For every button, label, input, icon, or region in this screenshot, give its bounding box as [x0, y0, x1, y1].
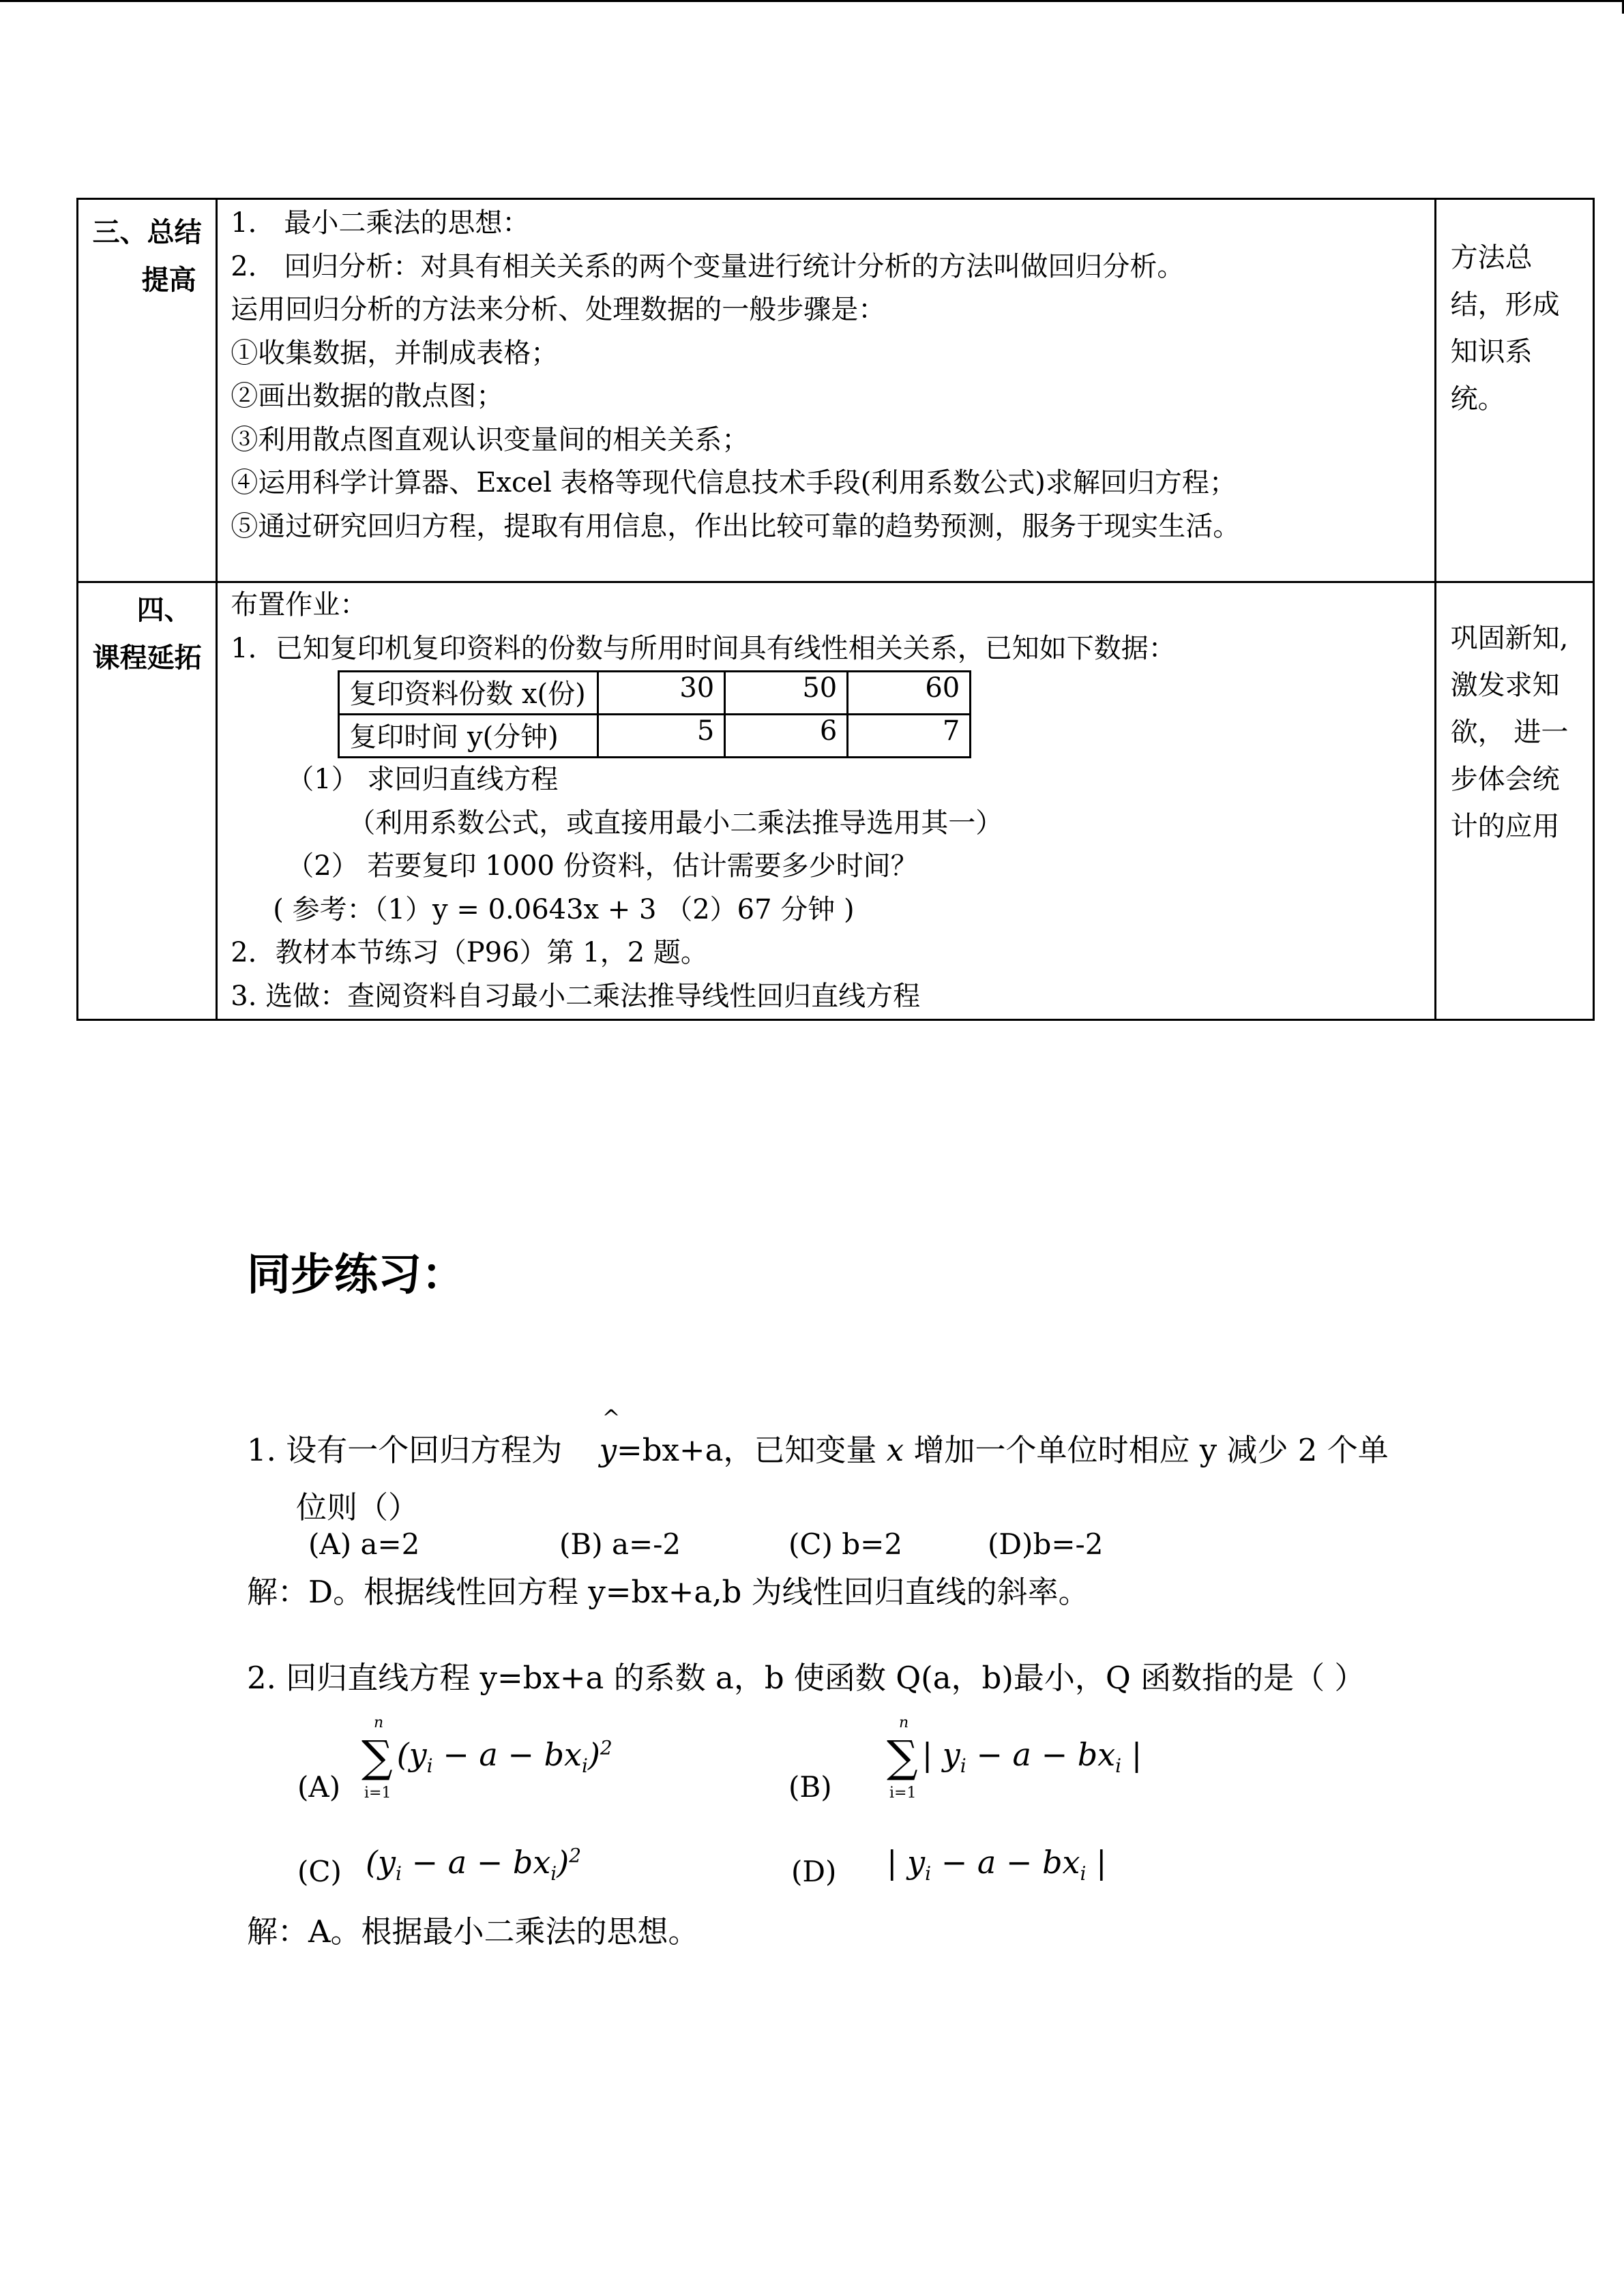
q2-answer: 解：A。根据最小二乘法的思想。 — [247, 1913, 699, 1950]
q2-formula-c: $(y_i - a - bx_i)^2$ — [366, 1844, 582, 1885]
table-cell: 7 — [848, 715, 971, 758]
summary-line: ②画出数据的散点图； — [231, 381, 504, 412]
q2-label-a: (A) — [297, 1770, 341, 1804]
summary-line: ①收集数据，并制成表格； — [231, 337, 559, 369]
question-1-cont: 位则（） — [296, 1489, 419, 1525]
extension-side-cell: 巩固新知, 激发求知 欲， 进一 步体会统 计的应用 — [1435, 582, 1593, 1020]
summary-line: ④运用科学计算器、Excel 表格等现代信息技术手段(利用系数公式)求解回归方程； — [231, 467, 1237, 498]
table-cell: 50 — [725, 672, 848, 715]
q1-option-a: (A) a=2 — [308, 1527, 420, 1561]
q2-label-c: (C) — [297, 1855, 342, 1888]
table-cell: 复印时间 y(分钟) — [339, 715, 598, 758]
copy-data-table — [338, 670, 971, 758]
q2-label-b: (B) — [788, 1770, 832, 1804]
summary-label: 三、总结 提高 — [92, 217, 202, 296]
summary-line: 运用回归分析的方法来分析、处理数据的一般步骤是： — [231, 294, 886, 325]
question-2: 2. 回归直线方程 y=bx+a 的系数 a，b 使函数 Q(a，b)最小，Q 函数指的是（ ） — [247, 1660, 1365, 1696]
q1-option-b: (B) a=-2 — [559, 1527, 681, 1561]
table-row — [339, 715, 971, 758]
extension-content-cell: 布置作业： 1．已知复印机复印资料的份数与所用时间具有线性相关关系，已知如下数据： 复印资料份数 x(份) 30 50 60 复印时间 y(分钟) 5 6 7 （1） 求回归直线方程 （利用系数公式，或直接用最小二乘法推导选用其一） （2） 若要复印 1000 份资料，估计需要多少时间？ ( 参考：（1）y = 0.0643x + 3 （2）67 分钟 ) 2．教材本节练习（P96）第 1，2 题。 3. 选做：查阅资料自习最小二乘法推导线性回归直线方程 — [217, 582, 1435, 1020]
summary-side-cell: 方法总 结，形成 知识系 统。 — [1435, 199, 1593, 582]
table-cell: 复印资料份数 x(份) — [339, 672, 598, 715]
summary-label-cell — [78, 199, 217, 582]
summary-line: 1． 最小二乘法的思想： — [231, 207, 530, 239]
summary-content-cell — [217, 199, 1435, 582]
table-row — [339, 672, 971, 715]
lesson-table — [76, 198, 1595, 1021]
extension-row — [78, 582, 1594, 1020]
table-cell: 5 — [598, 715, 725, 758]
q1-option-d: (D)b=-2 — [988, 1527, 1104, 1561]
q2-formula-b: ∑ n i=1 | $y_i - a - bx_i$ | — [887, 1714, 1142, 1802]
table-cell: 60 — [848, 672, 971, 715]
section-title: 同步练习： — [247, 1250, 465, 1300]
summary-line: ⑤通过研究回归方程，提取有用信息，作出比较可靠的趋势预测，服务于现实生活。 — [231, 510, 1241, 542]
table-cell: 30 — [598, 672, 725, 715]
sigma-icon: ∑ n i=1 — [361, 1714, 393, 1802]
question-1: 1. 设有一个回归方程为 ^ y=bx+a，已知变量 x 增加一个单位时相应 y 减少 2 个单 — [247, 1405, 1389, 1468]
top-border — [0, 0, 1624, 2]
q1-answer: 解：D。根据线性回方程 y=bx+a,b 为线性回归直线的斜率。 — [247, 1574, 1089, 1610]
q2-formula-d: | $y_i - a - bx_i$ | — [887, 1844, 1107, 1885]
q2-formula-a: ∑ n i=1 $(y_i - a - bx_i)^2$ — [361, 1714, 612, 1802]
y-hat: ^ y — [599, 1405, 621, 1468]
sigma-icon: ∑ n i=1 — [887, 1714, 918, 1802]
table-cell: 6 — [725, 715, 848, 758]
extension-label: 四、 课程延拓 — [92, 595, 202, 674]
q2-label-d: (D) — [791, 1855, 837, 1888]
q1-option-c: (C) b=2 — [788, 1527, 903, 1561]
summary-row — [78, 199, 1594, 582]
extension-label-cell — [78, 582, 217, 1020]
summary-line: 2． 回归分析：对具有相关关系的两个变量进行统计分析的方法叫做回归分析。 — [231, 250, 1185, 282]
summary-line: ③利用散点图直观认识变量间的相关关系； — [231, 423, 750, 456]
